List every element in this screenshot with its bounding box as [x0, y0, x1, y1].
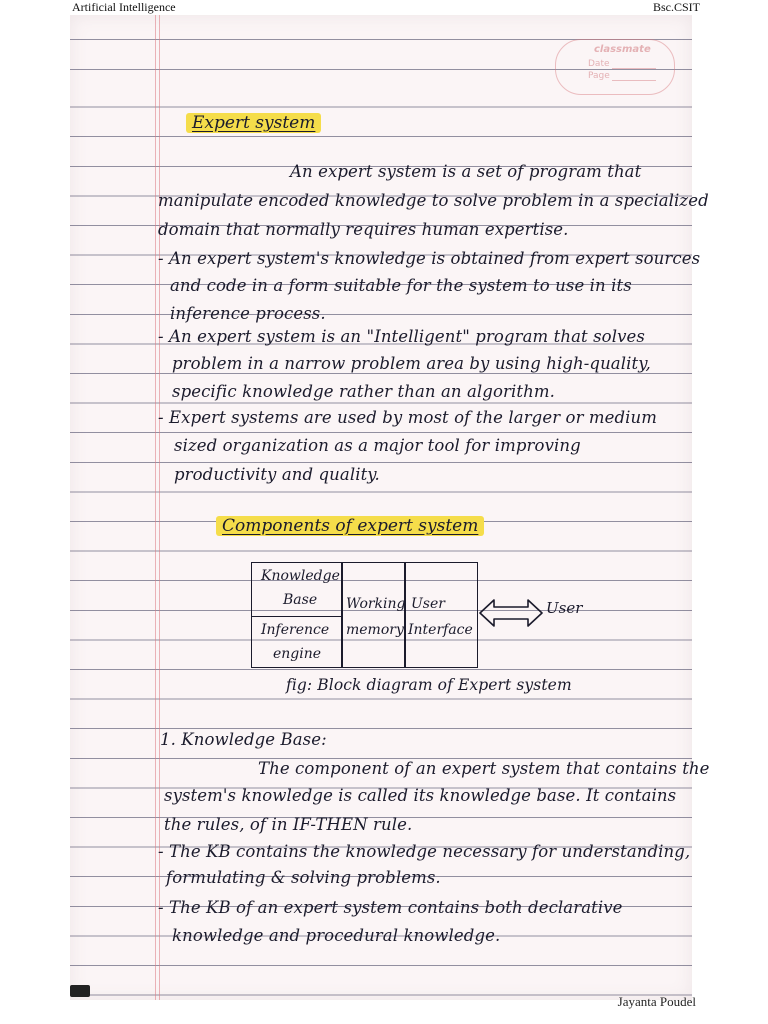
text-line: system's knowledge is called its knowledge base. It contains	[164, 786, 677, 805]
text-line: - The KB of an expert system contains both declarative	[158, 898, 623, 917]
text-line: - An expert system is an "Intelligent" program that solves	[158, 327, 645, 346]
text-line: The component of an expert system that contains the	[258, 759, 710, 778]
text-line: and code in a form suitable for the system to use in its	[170, 276, 632, 295]
notebook-brand-stamp	[555, 39, 675, 95]
user-label: User	[546, 599, 583, 617]
text-line: - Expert systems are used by most of the larger or medium	[158, 408, 658, 427]
knowledge-base-label: Base	[283, 592, 318, 608]
diagram-caption: fig: Block diagram of Expert system	[286, 676, 572, 694]
header-subject: Artificial Intelligence	[72, 0, 176, 14]
scan-shadow	[70, 985, 90, 997]
stamp-page-line	[612, 80, 656, 81]
heading-knowledge-base: 1. Knowledge Base:	[160, 730, 327, 749]
block-diagram	[251, 562, 478, 668]
user-interface-box	[404, 562, 478, 668]
header-course: Bsc.CSIT	[652, 0, 700, 14]
text-line: inference process.	[170, 304, 326, 323]
text-line: An expert system is a set of program that	[290, 162, 642, 181]
stamp-brand: classmate	[594, 44, 651, 55]
heading-expert-system: Expert system	[186, 113, 321, 133]
text-line: the rules, of in IF-THEN rule.	[164, 815, 413, 834]
text-line: manipulate encoded knowledge to solve problem in a specialized	[158, 191, 709, 210]
text-line: sized organization as a major tool for improving	[174, 436, 581, 455]
text-line: productivity and quality.	[174, 465, 380, 484]
text-line: problem in a narrow problem area by using high-quality,	[172, 354, 651, 373]
inference-engine-label: Inference	[261, 622, 330, 638]
text-line: - An expert system's knowledge is obtained from expert sources	[158, 249, 701, 268]
stamp-date-line	[612, 68, 656, 69]
inference-engine-label: engine	[273, 646, 322, 662]
margin-line	[155, 15, 156, 1000]
working-memory-box	[341, 562, 406, 668]
stamp-page-label: Page	[588, 71, 610, 81]
text-line: formulating & solving problems.	[166, 868, 441, 887]
working-memory-label: Working	[346, 596, 406, 612]
stamp-date-label: Date	[588, 59, 610, 69]
text-line: specific knowledge rather than an algorithm.	[172, 382, 555, 401]
footer-author: Jayanta Poudel	[617, 994, 696, 1009]
user-interface-label: User	[411, 596, 445, 612]
double-arrow-icon	[478, 596, 544, 630]
user-interface-label: Interface	[408, 622, 473, 638]
text-line: knowledge and procedural knowledge.	[172, 926, 501, 945]
text-line: - The KB contains the knowledge necessary for understanding,	[158, 842, 691, 861]
heading-components: Components of expert system	[216, 516, 484, 536]
working-memory-label: memory	[346, 622, 404, 638]
text-line: domain that normally requires human expertise.	[158, 220, 569, 239]
knowledge-base-label: Knowledge	[261, 568, 340, 584]
